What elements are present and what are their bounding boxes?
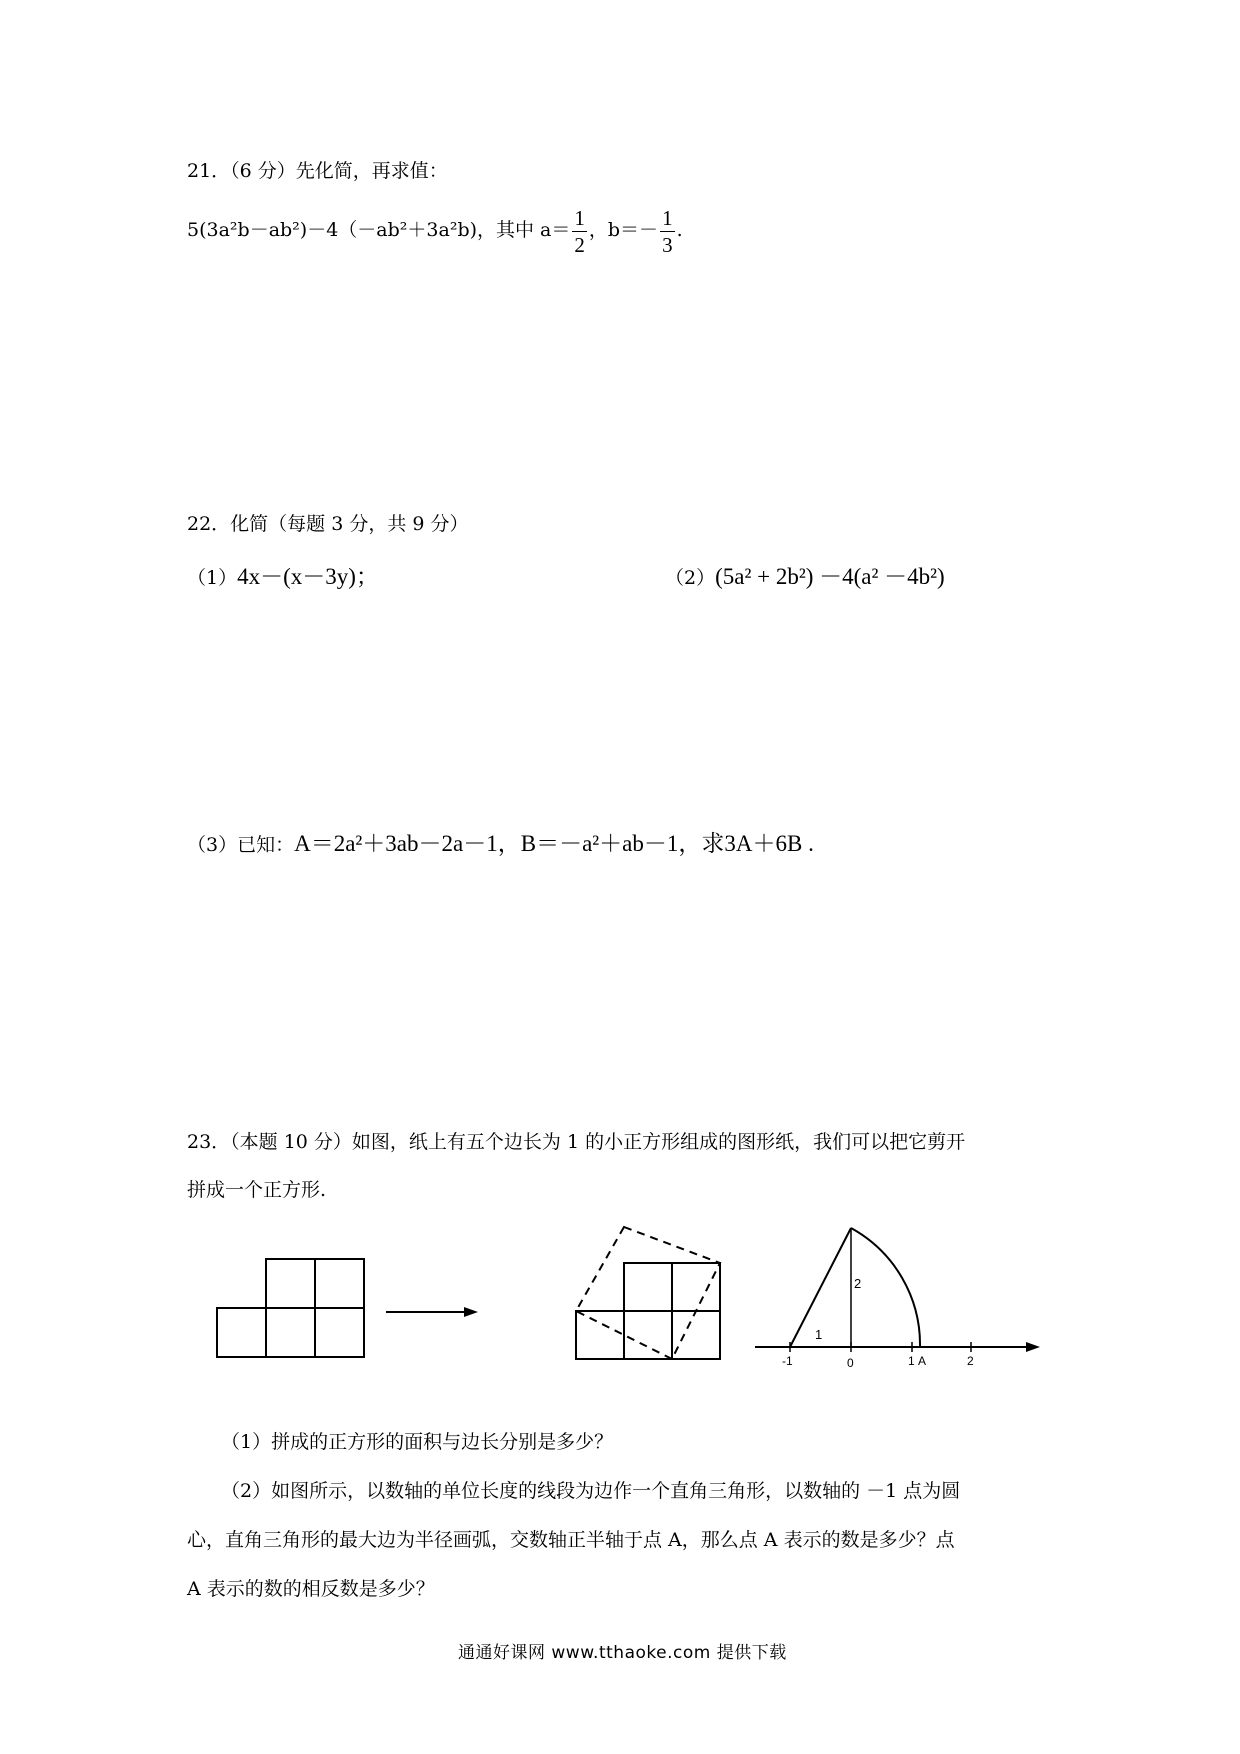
q23-sub2-line2: 心，直角三角形的最大边为半径画弧，交数轴正半轴于点 A，那么点 A 表示的数是多少？点 [187,1529,955,1551]
q22-part1-label: （1） [187,567,238,589]
tick-label-A: A [918,1354,927,1368]
axis-arrowhead [1026,1342,1040,1352]
radius-arc [851,1228,920,1347]
q22-part2-expression: (5a² + 2b²) －4(a² －4b²) [715,564,945,589]
shape-square-top-left [266,1259,315,1308]
dashed-square [576,1227,720,1359]
q22-part3-expression: A＝2a²＋3ab－2a－1，B＝－a²＋ab－1，求3A＋6B . [294,831,814,856]
number-line-figure [755,1228,1040,1370]
tick-label-minus1: -1 [782,1354,793,1368]
five-square-shape [217,1259,364,1357]
q21-a-numerator: 1 [574,205,585,230]
cut-square-bottom-left [576,1311,624,1359]
q21-b-fraction [660,205,675,258]
cut-square-bottom-right [672,1311,720,1359]
q21-a-denominator: 2 [574,232,585,257]
tick-label-1: 1 [908,1354,915,1368]
cut-square-bottom-middle [624,1311,672,1359]
q22-part3-label: （3）已知： [187,834,295,856]
q21-expression-line [187,200,683,260]
q23-sub2-line3: A 表示的数的相反数是多少？ [187,1578,435,1600]
q23-sub2-line1: （2）如图所示，以数轴的单位长度的线段为边作一个直角三角形，以数轴的 －1 点为圆 [221,1480,961,1502]
q21-end: . [676,219,683,241]
q23-header-continued: 拼成一个正方形. [187,1179,327,1201]
tick-label-2: 2 [967,1354,974,1368]
cut-square-top-left [624,1263,672,1311]
unit-label: 1 [815,1327,823,1342]
q22-part1 [187,565,379,590]
page-footer: 通通好课网 www.tthaoke.com 提供下载 [458,1643,787,1663]
height-label: 2 [854,1276,862,1291]
shape-square-top-right [315,1259,364,1308]
q21-b-label: ，b＝－ [588,219,659,241]
cut-shape-with-dashed-square [576,1227,720,1359]
q22-part1-expression: 4x－(x－3y)； [237,564,379,589]
q22-part2 [665,565,945,590]
arrow-icon [386,1307,478,1317]
shape-square-bottom-right [315,1308,364,1357]
tick-label-0: 0 [847,1356,854,1370]
q21-b-numerator: 1 [662,205,673,230]
q22-part2-label: （2） [665,567,716,589]
q22-part3 [187,832,814,857]
q21-a-fraction [572,205,587,258]
q21-b-denominator: 3 [662,232,673,257]
q23-sub1: （1）拼成的正方形的面积与边长分别是多少？ [221,1431,614,1453]
q22-header: 22．化简（每题 3 分，共 9 分） [187,513,469,535]
q23-figure [200,1218,1060,1398]
cut-square-top-right [672,1263,720,1311]
q21-header: 21．（6 分）先化简，再求值： [187,160,448,182]
shape-square-bottom-left [217,1308,266,1357]
q23-header: 23．（本题 10 分）如图，纸上有五个边长为 1 的小正方形组成的图形纸，我们可以把它剪开 [187,1131,966,1153]
q21-expression: 5(3a²b－ab²)－4（－ab²＋3a²b)，其中 a＝ [187,219,571,241]
shape-square-bottom-middle [266,1308,315,1357]
